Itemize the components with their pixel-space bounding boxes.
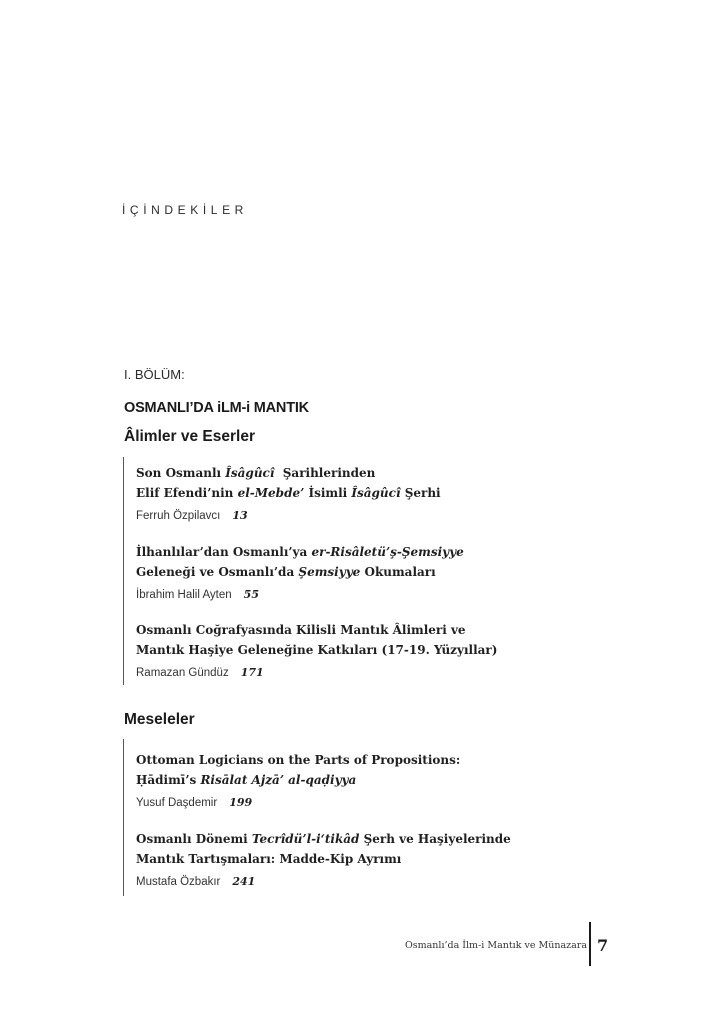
entry-title: Osmanlı Coğrafyasında Kilisli Mantık Âlimleri ve Mantık Haşiye Geleneğine Katkıları (17-19. Yüzyıllar): [136, 623, 498, 657]
section-rule: [123, 457, 124, 685]
entry-page-number: 241: [232, 875, 256, 888]
part-label: I. BÖLÜM:: [124, 367, 185, 382]
part-title: OSMANLI’DA iLM-i MANTIK: [124, 400, 309, 416]
section-title-alimler: Âlimler ve Eserler: [124, 428, 255, 445]
entry-author: Ferruh Özpilavcı: [136, 510, 221, 522]
entry-page-number: 55: [243, 588, 259, 601]
entry-page-number: 171: [240, 666, 264, 679]
entry-title: Osmanlı Dönemi Tecrîdü’l-i‘tikâd Şerh ve Haşiyelerinde Mantık Tartışmaları: Madde-Kip Ayrımı: [136, 832, 511, 866]
entry-title: İlhanlılar’dan Osmanlı’ya er-Risâletü’ş-Şemsiyye Geleneği ve Osmanlı’da Şemsiyye Okumaları: [136, 545, 464, 579]
toc-entry[interactable]: [136, 463, 576, 524]
entry-title: Ottoman Logicians on the Parts of Propositions: Ḥādimī’s Risālat Ajzāʼ al-qaḍiyya: [136, 753, 461, 787]
toc-entry[interactable]: [136, 750, 576, 811]
footer-page-number: 7: [597, 936, 609, 955]
footer-divider: [589, 922, 591, 966]
entry-author: Ramazan Gündüz: [136, 667, 229, 679]
entry-author: Mustafa Özbakır: [136, 876, 221, 888]
toc-heading: İÇİNDEKİLER: [122, 203, 248, 217]
footer-book-title: Osmanlı’da İlm-i Mantık ve Münazara: [404, 940, 587, 951]
toc-entry[interactable]: [136, 829, 576, 890]
entry-page-number: 199: [229, 796, 253, 809]
section-rule: [123, 739, 124, 896]
toc-entry[interactable]: [136, 620, 576, 681]
entry-author: İbrahim Halil Ayten: [136, 589, 232, 601]
entry-author: Yusuf Daşdemir: [136, 797, 218, 809]
section-title-meseleler: Meseleler: [124, 711, 195, 728]
toc-entry[interactable]: [136, 542, 576, 603]
entry-title: Son Osmanlı Îsâgûcî Şarihlerinden Elif Efendi’nin el-Mebde’ İsimli Îsâgûcî Şerhi: [136, 466, 441, 500]
entry-page-number: 13: [232, 509, 248, 522]
